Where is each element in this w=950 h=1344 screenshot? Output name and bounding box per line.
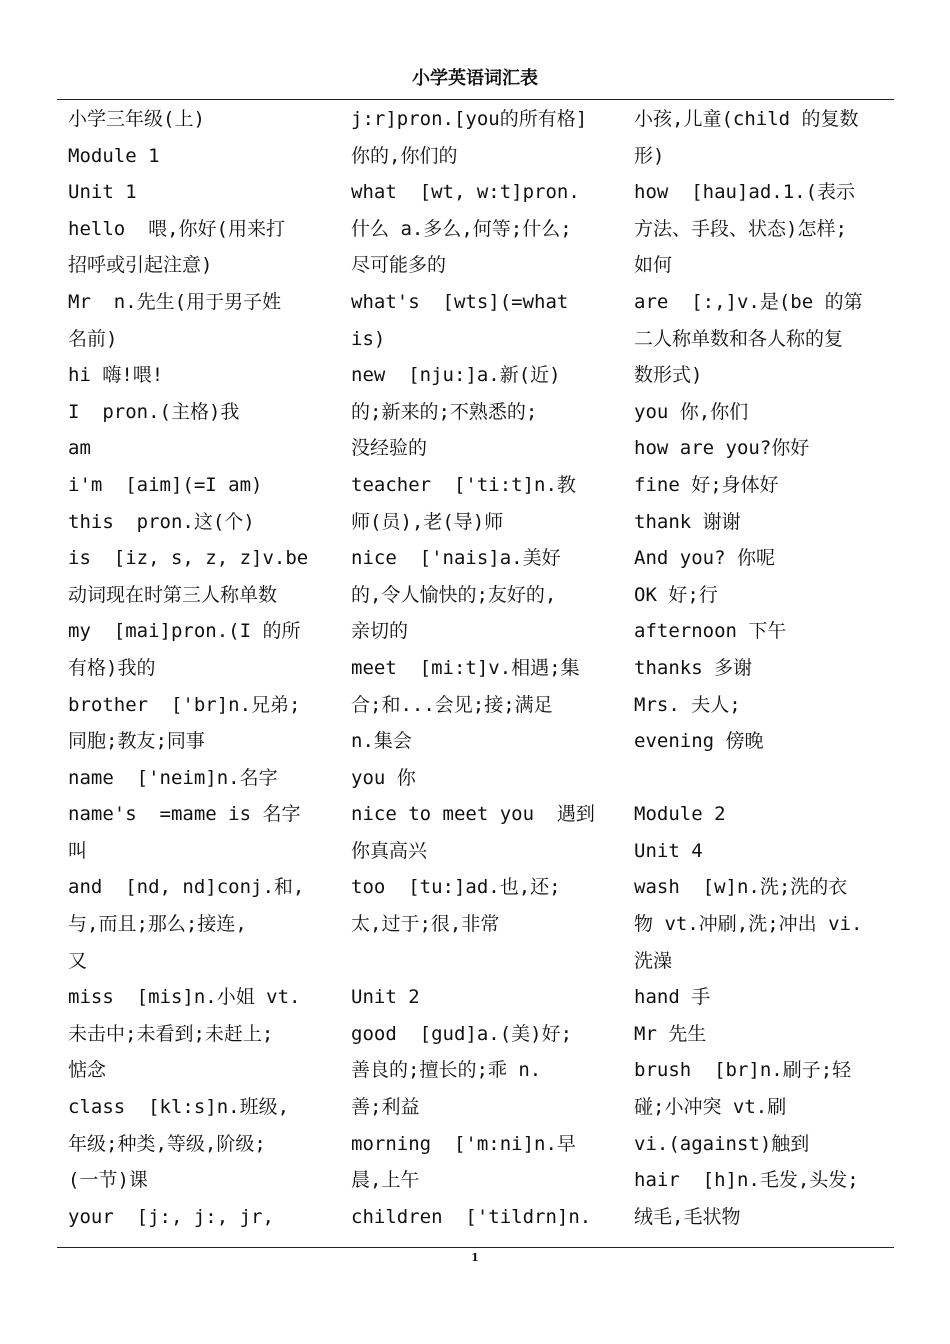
vocab-line: 未击中;未看到;未赶上; xyxy=(68,1022,274,1045)
vocab-line: thank 谢谢 xyxy=(634,510,741,533)
vocab-line: OK 好;行 xyxy=(634,583,718,606)
vocab-line: hair [h]n.毛发,头发; xyxy=(634,1169,859,1192)
document-title: 小学英语词汇表 xyxy=(412,68,538,89)
vocab-line: good [gud]a.(美)好; xyxy=(351,1022,573,1045)
vocab-line: 有格)我的 xyxy=(68,656,156,679)
page-number: 1 xyxy=(471,1251,479,1264)
vocab-line: class [kl:s]n.班级, xyxy=(68,1096,290,1119)
vocab-line: 数形式) xyxy=(634,364,703,387)
vocab-line: fine 好;身体好 xyxy=(634,473,779,496)
vocab-line: 师(员),老(导)师 xyxy=(351,510,504,533)
vocab-line: meet [mi:t]v.相遇;集 xyxy=(351,656,580,679)
vocab-line: 什么 a.多么,何等;什么; xyxy=(351,217,572,240)
vocab-line: this pron.这(个) xyxy=(68,510,255,533)
vocab-line: your [j:, j:, jr, xyxy=(68,1205,274,1228)
vocab-line: 碰;小冲突 vt.刷 xyxy=(634,1096,787,1119)
vocab-line: you 你 xyxy=(351,766,416,789)
vocab-line: Unit 2 xyxy=(351,986,420,1009)
vocab-line: 没经验的 xyxy=(351,437,428,460)
vocab-line: Mr 先生 xyxy=(634,1022,707,1045)
vocab-line: morning ['m:ni]n.早 xyxy=(351,1132,576,1155)
vocab-line: n.集会 xyxy=(351,730,412,753)
vocab-line: (一节)课 xyxy=(68,1169,148,1192)
vocab-line: vi.(against)触到 xyxy=(634,1132,810,1155)
vocab-line: 洗澡 xyxy=(634,949,673,972)
vocab-line: 绒毛,毛状物 xyxy=(634,1205,741,1228)
vocab-line: 动词现在时第三人称单数 xyxy=(68,583,278,606)
vocab-line: 形) xyxy=(634,144,665,167)
top-rule xyxy=(57,99,894,100)
vocab-line xyxy=(351,943,609,980)
vocab-line: Mrs. 夫人; xyxy=(634,693,741,716)
vocab-line: 名前) xyxy=(68,327,118,350)
vocab-line: name's =mame is 名字 xyxy=(68,803,301,826)
vocab-line: my [mai]pron.(I 的所 xyxy=(68,620,301,643)
vocab-line: 的,令人愉快的;友好的, xyxy=(351,583,557,606)
vocab-line: Unit 1 xyxy=(68,181,137,204)
vocab-line: what [wt, w:t]pron. xyxy=(351,181,580,204)
vocab-line: are [:,]v.是(be 的第 xyxy=(634,290,863,313)
vocab-line: 合;和...会见;接;满足 xyxy=(351,693,553,716)
vocab-line: 二人称单数和各人称的复 xyxy=(634,327,844,350)
vocab-line: 尽可能多的 xyxy=(351,254,447,277)
vocab-line: I pron.(主格)我 xyxy=(68,400,240,423)
vocab-line: 年级;种类,等级,阶级; xyxy=(68,1132,266,1155)
vocab-line: too [tu:]ad.也,还; xyxy=(351,876,561,899)
vocab-line xyxy=(634,760,892,797)
vocab-line: 同胞;教友;同事 xyxy=(68,730,205,753)
vocab-line: brother ['br]n.兄弟; xyxy=(68,693,301,716)
vocab-line: 小学三年级(上) xyxy=(68,108,205,130)
vocab-line: 惦念 xyxy=(68,1059,107,1082)
vocab-line: And you? 你呢 xyxy=(634,547,775,570)
vocab-line: 如何 xyxy=(634,254,673,277)
vocab-line: brush [br]n.刷子;轻 xyxy=(634,1059,852,1082)
vocab-line: 物 vt.冲刷,洗;冲出 vi. xyxy=(634,913,863,936)
vocab-line: new [nju:]a.新(近) xyxy=(351,364,561,387)
vocab-line: hi 嗨!喂! xyxy=(68,364,164,387)
vocab-line: teacher ['ti:t]n.教 xyxy=(351,473,576,496)
vocab-line: nice to meet you 遇到 xyxy=(351,803,595,826)
vocab-line: 方法、手段、状态)怎样; xyxy=(634,217,847,240)
vocab-line: thanks 多谢 xyxy=(634,656,753,679)
vocab-line: 叫 xyxy=(68,839,88,862)
vocab-line: j:r]pron.[you的所有格] xyxy=(351,108,588,130)
vocab-line: evening 傍晚 xyxy=(634,730,764,753)
vocab-line: hand 手 xyxy=(634,986,711,1009)
vocab-line: 你的,你们的 xyxy=(351,144,458,167)
vocab-line: 太,过于;很,非常 xyxy=(351,913,500,936)
vocab-line: am xyxy=(68,437,91,460)
vocab-line: 招呼或引起注意) xyxy=(68,254,213,277)
vocab-line: 的;新来的;不熟悉的; xyxy=(351,400,538,423)
vocab-line: Unit 4 xyxy=(634,839,703,862)
vocab-line: 又 xyxy=(68,949,88,972)
vocab-line: Module 2 xyxy=(634,803,726,826)
vocab-line: how are you?你好 xyxy=(634,437,810,460)
vocab-line: what's [wts](=what xyxy=(351,290,569,313)
vocab-column-1 xyxy=(68,101,326,1235)
vocab-column-2 xyxy=(351,101,609,1235)
vocab-line: Module 1 xyxy=(68,144,160,167)
vocab-line: 与,而且;那么;接连, xyxy=(68,913,247,936)
vocab-line: 小孩,儿童(child 的复数 xyxy=(634,108,859,130)
vocab-line: nice ['nais]a.美好 xyxy=(351,547,561,570)
vocab-line: 善良的;擅长的;乖 n. xyxy=(351,1059,542,1082)
vocab-line: and [nd, nd]conj.和, xyxy=(68,876,305,899)
vocab-line: children ['tildrn]n. xyxy=(351,1205,592,1228)
vocab-line: name ['neim]n.名字 xyxy=(68,766,278,789)
vocab-line: afternoon 下午 xyxy=(634,620,787,643)
vocab-column-3 xyxy=(634,101,892,1235)
vocab-line: 亲切的 xyxy=(351,620,409,643)
vocab-line: is [iz, s, z, z]v.be xyxy=(68,547,309,570)
vocab-line: Mr n.先生(用于男子姓 xyxy=(68,290,282,313)
vocab-line: miss [mis]n.小姐 vt. xyxy=(68,986,301,1009)
vocab-line: 你真高兴 xyxy=(351,839,428,862)
vocab-line: how [hau]ad.1.(表示 xyxy=(634,181,856,204)
vocab-line: hello 喂,你好(用来打 xyxy=(68,217,285,240)
vocab-line: i'm [aim](=I am) xyxy=(68,473,263,496)
vocab-line: you 你,你们 xyxy=(634,400,749,423)
vocab-line: 善;利益 xyxy=(351,1096,420,1119)
vocab-line: wash [w]n.洗;洗的衣 xyxy=(634,876,848,899)
vocab-line: 晨,上午 xyxy=(351,1169,420,1192)
bottom-rule xyxy=(57,1247,894,1248)
vocab-line: is) xyxy=(351,327,386,350)
